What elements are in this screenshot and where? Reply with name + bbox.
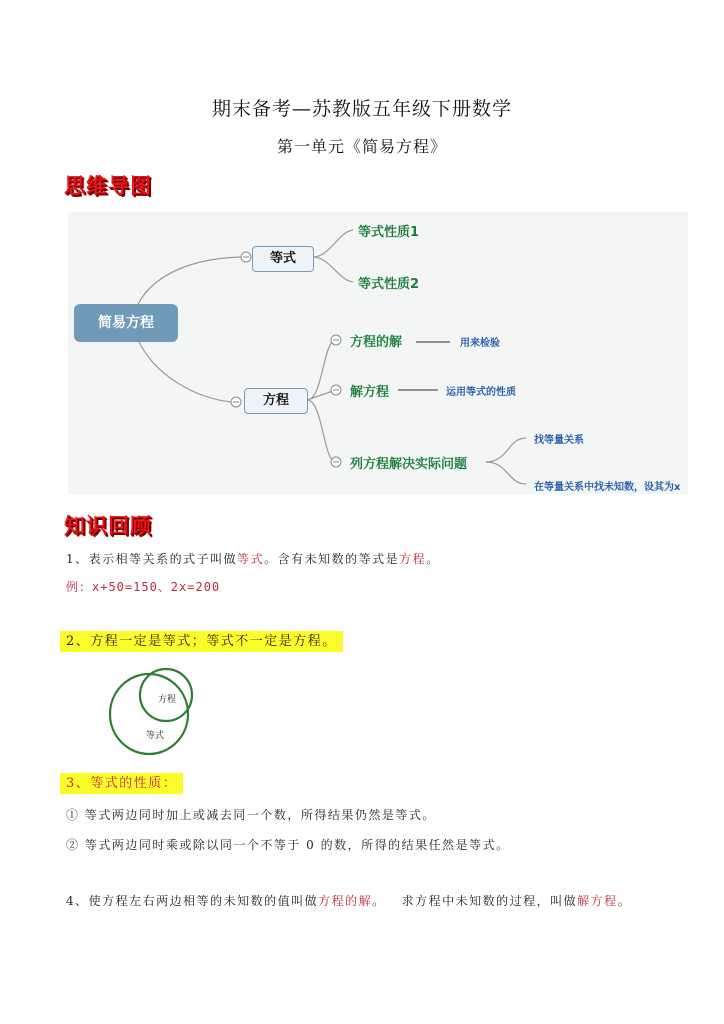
mind-map (68, 212, 688, 494)
mind-map-note-property: 运用等式的性质 (446, 387, 516, 398)
section-heading-review: 知识回顾 (64, 514, 152, 538)
venn-inner-label: 方程 (158, 695, 177, 705)
mind-map-leaf-word-problems: 列方程解决实际问题 (350, 457, 468, 472)
venn-outer-label: 等式 (146, 731, 165, 741)
review-point-4-text-c: 。 求方程中未知数的过程，叫做 (372, 894, 578, 908)
mind-map-connectors (68, 212, 688, 494)
equality-property-1: ① 等式两边同时加上或减去同一个数，所得结果仍然是等式。 (66, 808, 436, 822)
mind-map-note-check: 用来检验 (460, 338, 500, 349)
mind-map-note-relation: 找等量关系 (534, 435, 584, 446)
term-equation-equality: 等式 (237, 552, 265, 566)
mind-map-leaf-solution: 方程的解 (350, 335, 403, 350)
mind-map-leaf-solve: 解方程 (350, 385, 390, 400)
review-point-4-text-a: 4、使方程左右两边相等的未知数的值叫做 (66, 894, 319, 908)
review-example: 例：x+50=150、2x=200 (66, 580, 221, 594)
mind-map-note-unknown: 在等量关系中找未知数，设其为x (534, 482, 681, 493)
equality-property-2: ② 等式两边同时乘或除以同一个不等于 0 的数，所得的结果任然是等式。 (66, 838, 510, 852)
review-point-2 (60, 630, 343, 649)
section-heading-mindmap: 思维导图 (64, 174, 152, 198)
term-solving: 解方程 (577, 894, 618, 908)
term-solution: 方程的解 (318, 894, 373, 908)
review-point-1-text-c: 。含有未知数的等式是 (264, 552, 400, 566)
mind-map-root-node: 简易方程 (74, 304, 178, 342)
review-point-4 (66, 892, 631, 909)
review-point-1-text-e: 。 (426, 552, 440, 566)
venn-diagram (104, 666, 244, 766)
mind-map-leaf-property1: 等式性质1 (358, 225, 420, 240)
review-point-1-text-a: 1、表示相等关系的式子叫做 (66, 552, 238, 566)
page-subtitle: 第一单元《简易方程》 (276, 137, 447, 156)
term-equation: 方程 (399, 552, 427, 566)
page-title: 期末备考—苏教版五年级下册数学 (211, 98, 512, 120)
mind-map-node-fangcheng: 方程 (244, 388, 308, 414)
review-point-4-text-e: 。 (617, 894, 632, 908)
review-point-1 (66, 550, 440, 567)
review-point-2-text: 2、方程一定是等式；等式不一定是方程。 (60, 631, 343, 652)
mind-map-leaf-property2: 等式性质2 (358, 277, 420, 292)
mind-map-node-dengshi: 等式 (252, 246, 314, 272)
review-point-3 (60, 772, 183, 791)
review-point-3-text: 3、等式的性质： (60, 773, 183, 794)
